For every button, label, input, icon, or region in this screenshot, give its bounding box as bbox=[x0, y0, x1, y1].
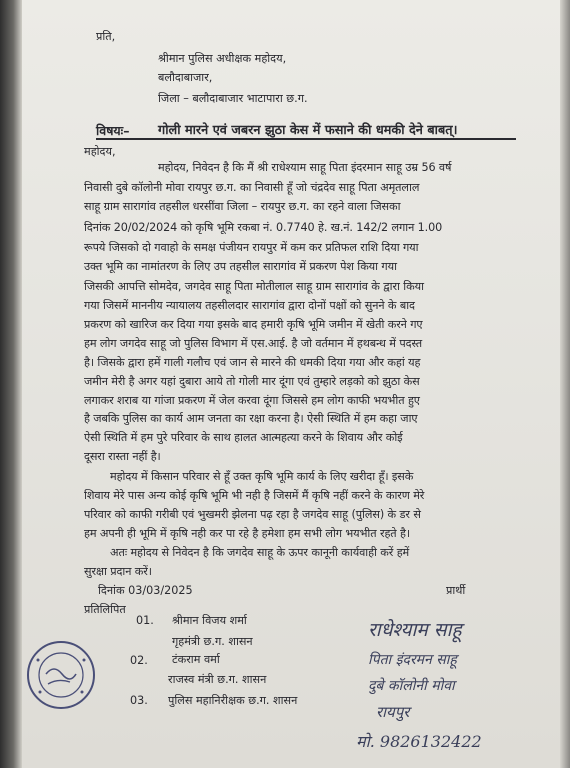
subject-text: गोली मारने एवं जबरन झुठा केस में फसाने की धमकी देने बाबत्। bbox=[158, 123, 458, 138]
page-shadow-left bbox=[0, 0, 22, 768]
body-line: प्रकरण को खारिज कर दिया गया इसके बाद हमारी कृषि भूमि जमीन में खेती करने गए bbox=[84, 318, 423, 331]
copy-number: 01. bbox=[136, 614, 154, 627]
body-line: रूपये जिसको दो गवाहो के समक्ष पंजीयन रायपुर में कम कर प्रतिफल राशि दिया गया bbox=[84, 241, 419, 254]
salutation: महोदय, bbox=[84, 145, 116, 158]
body-line: निवासी दुबे कॉलोनी मोवा रायपुर छ.ग. का निवासी हूँ जो चंद्रदेव साहू पिता अमृतलाल bbox=[84, 181, 420, 194]
body-line: अतः महोदय से निवेदन है कि जगदेव साहू के ऊपर कानूनी कार्यवाही करें हमें bbox=[110, 546, 410, 559]
body-line: हम लोग जगदेव साहू जो पुलिस विभाग में एस.आई. है जो वर्तमान में हथबन्ध में पदस्त bbox=[84, 337, 422, 350]
body-line: है। जिसके द्वारा हमें गाली गलौच एवं जान से मारने की धमकी दिया गया और कहां यह bbox=[84, 356, 421, 369]
body-line: महोदय में किसान परिवार से हूँ उक्त कृषि भूमि कार्य के लिए खरीदा हूँ। इसके bbox=[110, 470, 414, 483]
city-line: बलौदाबाजार, bbox=[158, 71, 213, 84]
body-line: दूसरा रास्ता नहीं है। bbox=[84, 450, 161, 463]
body-line: परिवार को काफी गरीबी एवं भुखमरी झेलना पढ़ रहा है जगदेव साहू (पुलिस) के डर से bbox=[84, 508, 421, 521]
body-line: ऐसी स्थिति में हम पुरे परिवार के साथ हालत आत्महत्या करने के शिवाय और कोई bbox=[84, 431, 403, 444]
handwritten-signature: राधेश्याम साहू bbox=[368, 619, 462, 641]
prati-label: प्रति, bbox=[96, 30, 116, 43]
applicant-label: प्रार्थी bbox=[446, 584, 466, 597]
copy-post: राजस्व मंत्री छ.ग. शासन bbox=[168, 673, 267, 686]
body-line: सुरक्षा प्रदान करें। bbox=[84, 565, 152, 578]
body-line: लगाकर शराब या गांजा प्रकरण में जेल करवा दूंगा जिससे हम लोग काफी भयभीत हुए bbox=[84, 394, 420, 407]
body-line: है जबकि पुलिस का कार्य आम जनता का रक्षा करना है। ऐसी स्थिति में हम कहा जाए bbox=[84, 412, 418, 425]
office-stamp bbox=[26, 640, 96, 710]
page-shadow-right bbox=[560, 0, 570, 768]
copy-label: प्रतिलिपित bbox=[84, 603, 126, 616]
handwritten-father: पिता इंदरमन साहू bbox=[368, 652, 457, 668]
handwritten-city: रायपुर bbox=[376, 703, 410, 721]
body-line: महोदय, निवेदन है कि मैं श्री राधेश्याम साहू पिता इंदरमान साहू उम्र 56 वर्ष bbox=[158, 161, 452, 174]
subject-label: विषयः– bbox=[96, 123, 130, 138]
copy-name: श्रीमान विजय शर्मा bbox=[172, 614, 247, 627]
copy-post: गृहमंत्री छ.ग. शासन bbox=[172, 635, 253, 648]
handwritten-mobile: मो. 9826132422 bbox=[356, 732, 482, 751]
district-line: जिला – बलौदाबाजार भाटापारा छ.ग. bbox=[158, 92, 308, 105]
subject-underline bbox=[96, 138, 516, 140]
body-line: हम अपनी ही भूमि में कृषि नही कर पा रहे है हमेशा हम सभी लोग भयभीत रहते है। bbox=[84, 527, 410, 540]
handwritten-address: दुबे कॉलोनी मोवा bbox=[368, 678, 455, 694]
copy-name: पुलिस महानिरीक्षक छ.ग. शासन bbox=[168, 694, 298, 707]
body-line: साहू ग्राम सारागांव तहसील धरसींवा जिला – रायपुर छ.ग. का रहने वाला जिसका bbox=[84, 200, 401, 213]
date-line: दिनांक 03/03/2025 bbox=[98, 584, 193, 597]
copy-number: 02. bbox=[130, 654, 148, 667]
copy-name: टंकराम वर्मा bbox=[172, 653, 220, 666]
body-line: गया जिसमें माननीय न्यायालय तहसीलदार सारागांव द्वारा दोनों पक्षों को सुनने के बाद bbox=[84, 299, 415, 312]
body-line: शिवाय मेरे पास अन्य कोई कृषि भूमि भी नही है जिसमें मैं कृषि नहीं करने के कारण मेरे bbox=[84, 489, 425, 502]
body-line: जमीन मेरी है अगर यहां दुबारा आये तो गोली मार दूंगा एवं तुम्हारे लड़को को झुठा केस bbox=[84, 375, 420, 388]
body-line: जिसकी आपत्ति सोमदेव, जगदेव साहू पिता मोतीलाल साहू ग्राम सारागांव के द्वारा किया bbox=[84, 280, 424, 293]
body-line: दिनांक 20/02/2024 को कृषि भूमि रकबा नं. 0.7740 हे. ख.नं. 142/2 लगान 1.00 bbox=[84, 221, 443, 234]
addressee-line: श्रीमान पुलिस अधीक्षक महोदय, bbox=[158, 52, 287, 65]
copy-number: 03. bbox=[130, 694, 148, 707]
body-line: उक्त भूमि का नामांतरण के लिए उप तहसील सारागांव में प्रकरण पेश किया गया bbox=[84, 260, 397, 273]
